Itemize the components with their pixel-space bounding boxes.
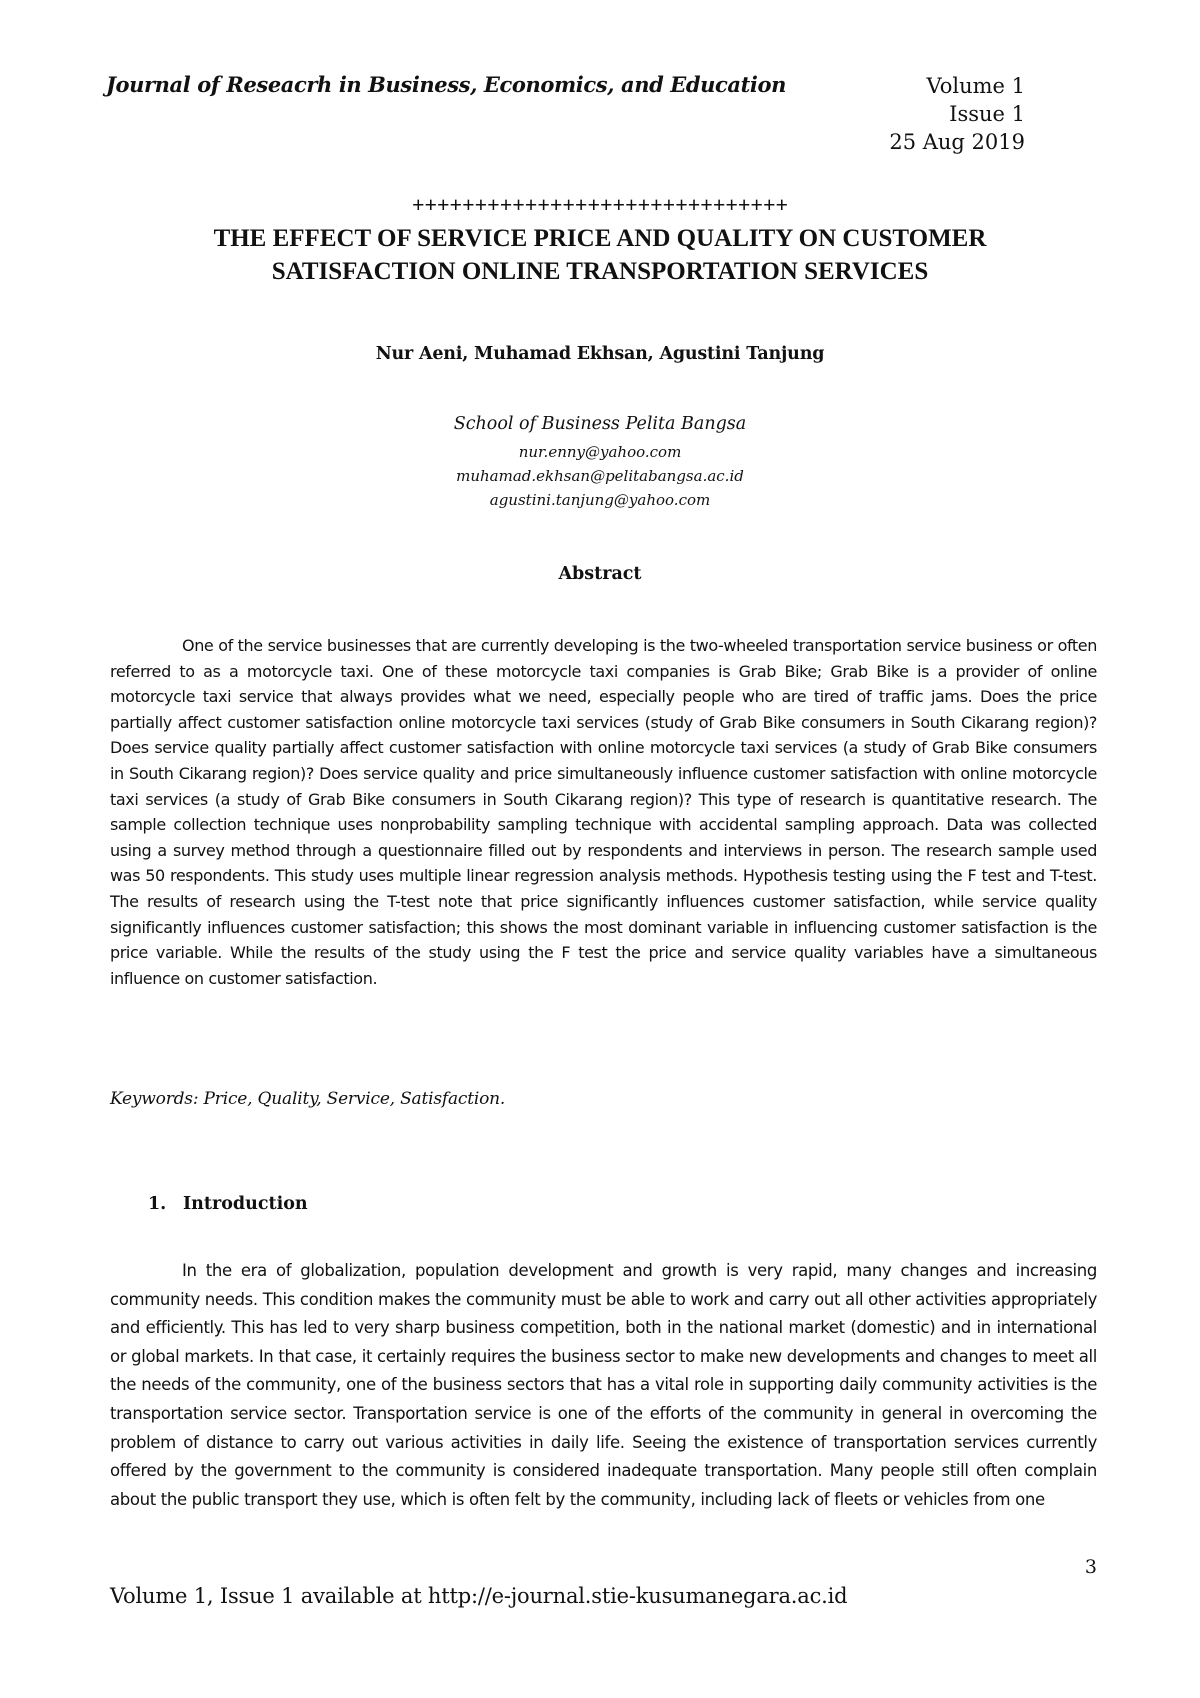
issue-info <box>889 72 1025 156</box>
section-title: Introduction <box>183 1194 308 1214</box>
keywords: Keywords: Price, Quality, Service, Satisfaction. <box>110 1089 506 1109</box>
section-number: 1. <box>148 1194 167 1214</box>
journal-name: Journal of Reseacrh in Business, Economics, and Education <box>106 72 786 97</box>
title-line-1: THE EFFECT OF SERVICE PRICE AND QUALITY ON CUSTOMER <box>213 225 987 252</box>
affiliation: School of Business Pelita Bangsa <box>453 414 747 434</box>
publication-date: 25 Aug 2019 <box>889 130 1025 154</box>
author-emails <box>0 440 1200 512</box>
title-line-2: SATISFACTION ONLINE TRANSPORTATION SERVICES <box>271 258 929 285</box>
issue-label: Issue 1 <box>949 102 1025 126</box>
introduction-text: In the era of globalization, population development and growth is very rapid, many changes and increasing community needs. This condition makes the community must be able to work and carry out all other activities appropriately and efficiently. This has led to very sharp business competition, both in the national market (domestic) and in international or global markets. In that case, it certainly requires the business sector to make new developments and changes to meet all the needs of the community, one of the business sectors that has a vital role in supporting daily community activities is the transportation service sector. Transportation service is one of the efforts of the community in general in overcoming the problem of distance to carry out various activities in daily life. Seeing the existence of transportation services currently offered by the government to the community is considered inadequate transportation. Many people still often complain about the public transport they use, which is often felt by the community, including lack of fleets or vehicles from one <box>110 1261 1097 1509</box>
footer-availability: Volume 1, Issue 1 available at http://e-journal.stie-kusumanegara.ac.id <box>110 1584 848 1608</box>
email-3: agustini.tanjung@yahoo.com <box>489 491 711 509</box>
paper-title <box>120 222 1080 288</box>
page-number: 3 <box>1084 1556 1097 1578</box>
volume-label: Volume 1 <box>926 74 1025 98</box>
abstract-text: One of the service businesses that are currently developing is the two-wheeled transportation service business or often referred to as a motorcycle taxi. One of these motorcycle taxi companies is Grab Bike; Grab Bike is a provider of online motorcycle taxi service that always provides what we need, especially people who are tired of traffic jams. Does the price partially affect customer satisfaction online motorcycle taxi services (study of Grab Bike consumers in South Cikarang region)? Does service quality partially affect customer satisfaction with online motorcycle taxi services (a study of Grab Bike consumers in South Cikarang region)? Does service quality and price simultaneously influence customer satisfaction with online motorcycle taxi services (a study of Grab Bike consumers in South Cikarang region)? This type of research is quantitative research. The sample collection technique uses nonprobability sampling technique with accidental sampling approach. Data was collected using a survey method through a questionnaire filled out by respondents and interviews in person. The research sample used was 50 respondents. This study uses multiple linear regression analysis methods. Hypothesis testing using the F test and T-test. The results of research using the T-test note that price significantly influences customer satisfaction, while service quality significantly influences customer satisfaction; this shows the most dominant variable in influencing customer satisfaction is the price variable. While the results of the study using the F test the price and service quality variables have a simultaneous influence on customer satisfaction. <box>110 636 1097 988</box>
abstract-heading: Abstract <box>558 564 642 584</box>
author-list: Nur Aeni, Muhamad Ekhsan, Agustini Tanjung <box>375 344 825 364</box>
email-2: muhamad.ekhsan@pelitabangsa.ac.id <box>456 467 744 485</box>
separator-line: ++++++++++++++++++++++++++++++ <box>411 192 789 217</box>
email-1: nur.enny@yahoo.com <box>518 443 682 461</box>
section-heading-introduction <box>148 1194 308 1214</box>
